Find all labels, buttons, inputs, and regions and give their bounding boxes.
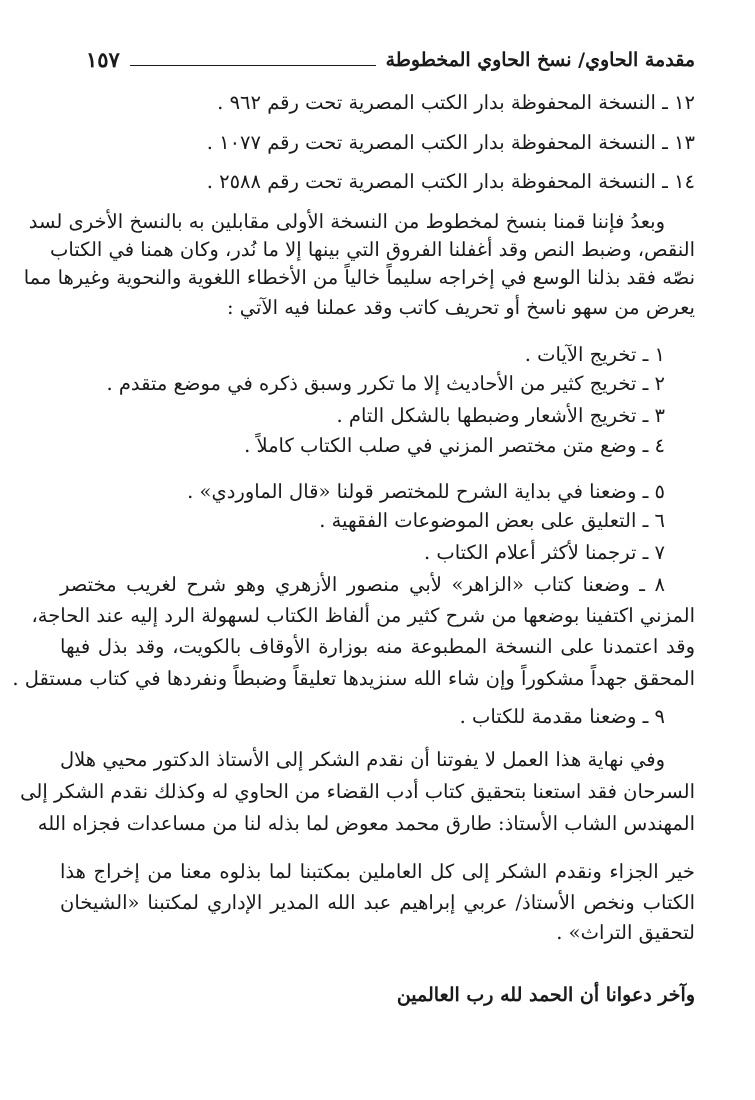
- manuscript-item: ١٢ ـ النسخة المحفوظة بدار الكتب المصرية تحت رقم ٩٦٢ .: [217, 91, 695, 114]
- closing-line: وآخر دعوانا أن الحمد لله رب العالمين: [396, 984, 695, 1006]
- manuscript-item: ١٤ ـ النسخة المحفوظة بدار الكتب المصرية تحت رقم ٢٥٨٨ .: [206, 170, 695, 193]
- paragraph-line: المزني اكتفينا بوضعها من شرح كثير من ألفاظ الكتاب لسهولة الرد إليه عند الحاجة،: [31, 604, 695, 627]
- work-item: ٨ ـ وضعنا كتاب «الزاهر» لأبي منصور الأزهري وهو شرح لغريب مختصر: [60, 573, 665, 596]
- paragraph-line: لتحقيق التراث» .: [556, 921, 695, 944]
- paragraph-line: نصّه فقد بذلنا الوسع في إخراجه سليماً خالياً من الأخطاء اللغوية والنحوية وغيرها مما: [23, 266, 695, 289]
- work-item: ٢ ـ تخريج كثير من الأحاديث إلا ما تكرر وسبق ذكره في موضع متقدم .: [106, 372, 665, 395]
- paragraph-line: وقد اعتمدنا على النسخة المطبوعة منه بوزارة الأوقاف بالكويت، وقد بذل فيها: [60, 635, 695, 658]
- work-item: ١ ـ تخريج الآيات .: [524, 343, 665, 366]
- paragraph-line: خير الجزاء ونقدم الشكر إلى كل العاملين بمكتبنا لما بذلوه معنا من إخراج هذا: [60, 860, 695, 883]
- paragraph-line: المهندس الشاب الأستاذ: طارق محمد معوض لما بذله لنا من مساعدات فجزاه الله: [37, 812, 695, 835]
- paragraph-line: يعرض من سهو ناسخ أو تحريف كاتب وقد عملنا فيه الآتي :: [227, 296, 695, 319]
- paragraph-line: وفي نهاية هذا العمل لا يفوتنا أن نقدم الشكر إلى الأستاذ الدكتور محيي هلال: [60, 748, 665, 771]
- work-item: ٣ ـ تخريج الأشعار وضبطها بالشكل التام .: [336, 404, 665, 427]
- work-item: ٥ ـ وضعنا في بداية الشرح للمختصر قولنا «قال الماوردي» .: [187, 480, 665, 503]
- page-header: [86, 44, 695, 72]
- paragraph-line: السرحان فقد استعنا بتحقيق كتاب أدب القضاء من الحاوي له وكذلك نقدم الشكر إلى: [20, 780, 695, 803]
- page-number: ١٥٧: [86, 47, 120, 72]
- work-item: ٩ ـ وضعنا مقدمة للكتاب .: [459, 705, 665, 728]
- running-title: مقدمة الحاوي/ نسخ الحاوي المخطوطة: [385, 49, 695, 71]
- paragraph-line: وبعدُ فإننا قمنا بنسخ لمخطوط من النسخة الأولى مقابلين به بالنسخ الأخرى لسد: [28, 210, 665, 233]
- manuscript-item: ١٣ ـ النسخة المحفوظة بدار الكتب المصرية تحت رقم ١٠٧٧ .: [206, 131, 695, 154]
- work-item: ٦ ـ التعليق على بعض الموضوعات الفقهية .: [319, 509, 665, 532]
- header-rule: [130, 65, 376, 66]
- paragraph-line: الكتاب ونخص الأستاذ/ عربي إبراهيم عبد الله المدير الإداري لمكتبنا «الشيخان: [60, 891, 695, 914]
- paragraph-line: النقص، وضبط النص وقد أغفلنا الفروق التي بينها إلا ما نُدر، وكان همنا في الكتاب: [50, 238, 695, 261]
- paragraph-line: المحقق جهداً مشكوراً وإن شاء الله سنزيدها تعليقاً وضبطاً ونفردها في كتاب مستقل .: [12, 667, 695, 690]
- work-item: ٤ ـ وضع متن مختصر المزني في صلب الكتاب كاملاً .: [244, 434, 665, 457]
- work-item: ٧ ـ ترجمنا لأكثر أعلام الكتاب .: [423, 541, 665, 564]
